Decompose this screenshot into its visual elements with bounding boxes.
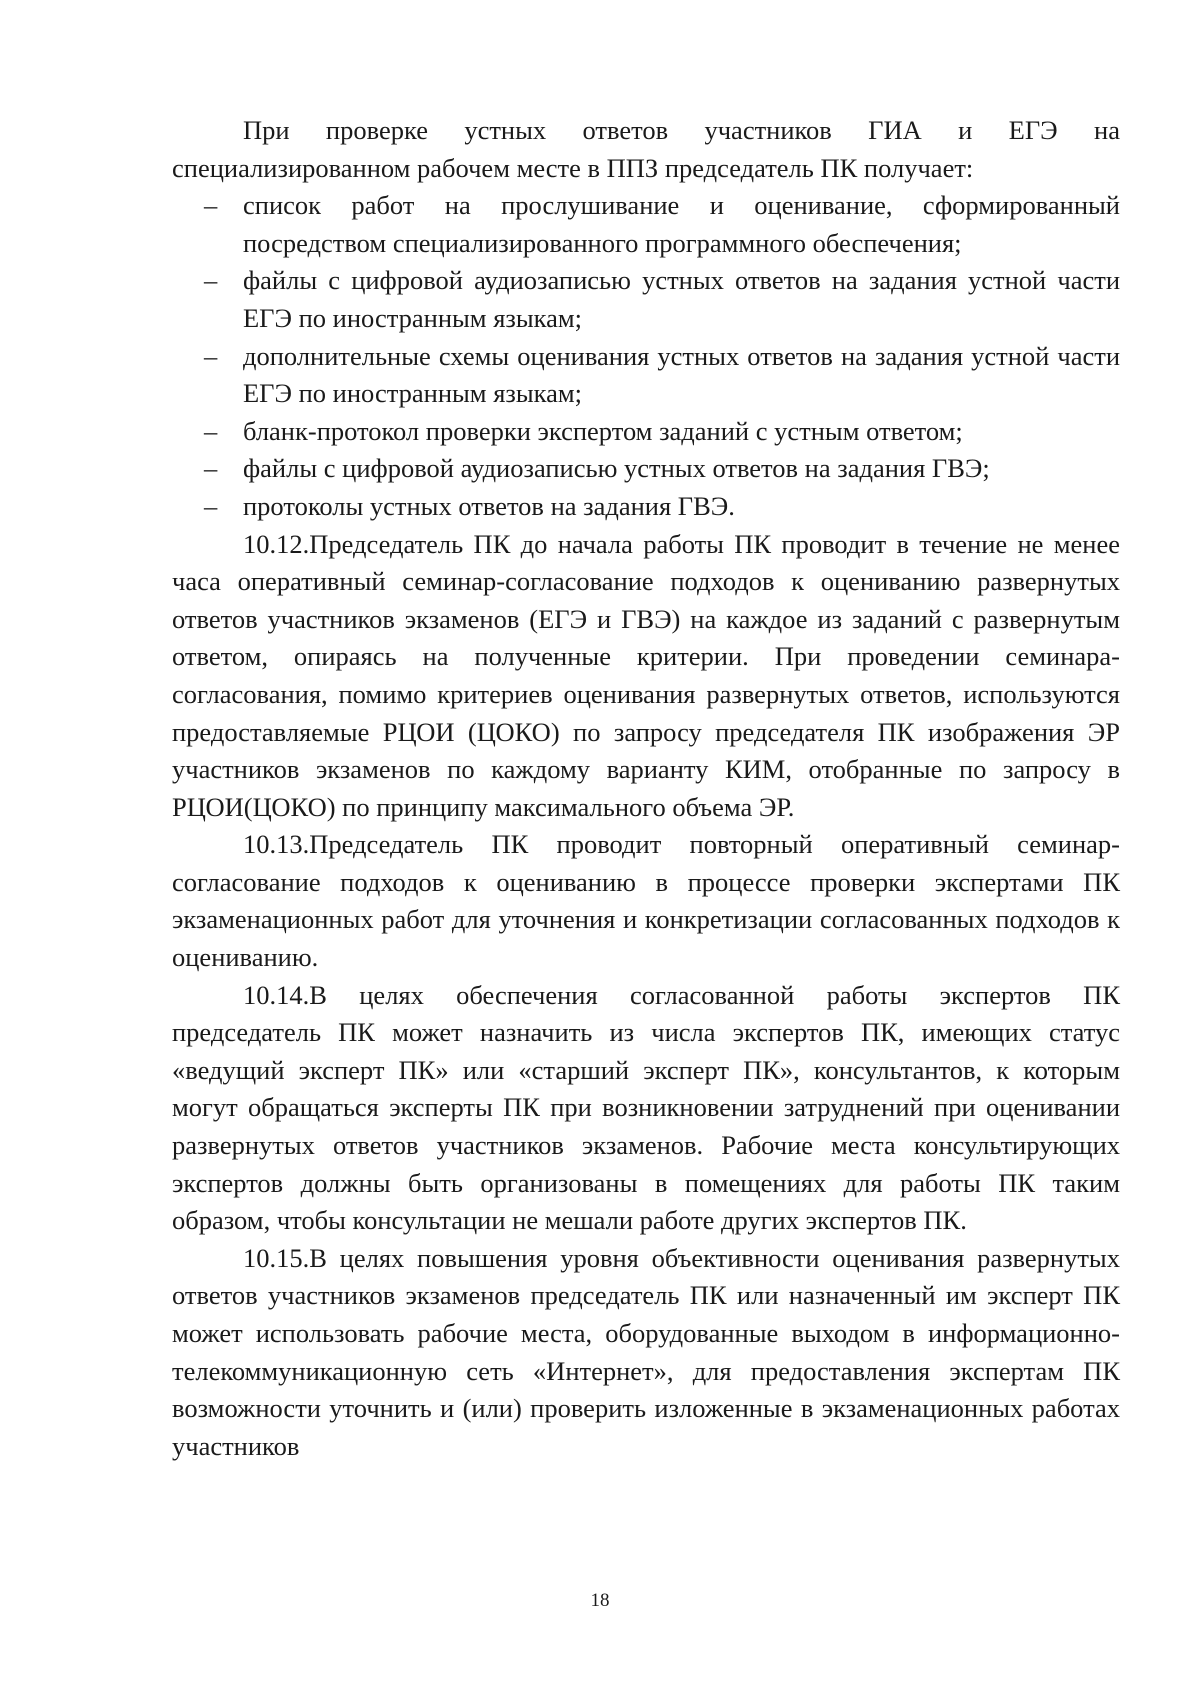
- clause-10-13: 10.13.Председатель ПК проводит повторный оперативный семинар-согласование подходов к оцениванию в процессе проверки экспертами ПК экзаменационных работ для уточнения и конкретизации согласованных подходов к оцениванию.: [172, 829, 1120, 973]
- list-item-text: файлы с цифровой аудиозаписью устных ответов на задания устной части ЕГЭ по иностранным языкам;: [243, 265, 1120, 333]
- received-items-list: [172, 187, 1120, 525]
- list-item-text: дополнительные схемы оценивания устных ответов на задания устной части ЕГЭ по иностранным языкам;: [243, 340, 1120, 409]
- list-item: [172, 187, 1120, 262]
- page-number: 18: [590, 1590, 610, 1611]
- dash-marker: –: [204, 453, 218, 484]
- dash-marker: –: [204, 190, 218, 221]
- list-item: [172, 338, 1120, 413]
- list-item-text: файлы с цифровой аудиозаписью устных ответов на задания ГВЭ;: [243, 453, 990, 484]
- list-item-text: протоколы устных ответов на задания ГВЭ.: [243, 490, 735, 521]
- list-item: [172, 450, 1120, 488]
- list-item: [172, 488, 1120, 526]
- list-item: [172, 413, 1120, 451]
- list-item-text: бланк-протокол проверки экспертом заданий с устным ответом;: [243, 415, 963, 446]
- list-item-text: список работ на прослушивание и оценивание, сформированный посредством специализированного программного обеспечения;: [243, 190, 1120, 258]
- clause-10-12: 10.12.Председатель ПК до начала работы ПК проводит в течение не менее часа оперативный семинар-согласование подходов к оцениванию развернутых ответов участников экзаменов (ЕГЭ и ГВЭ) на каждое из заданий с развернутым ответом, опираясь на полученные критерии. При проведении семинара-согласования, помимо критериев оценивания развернутых ответов, используются предоставляемые РЦОИ (ЦОКО) по запросу председателя ПК изображения ЭР участников экзаменов по каждому варианту КИМ, отобранные по запросу в РЦОИ(ЦОКО) по принципу максимального объема ЭР.: [172, 528, 1120, 822]
- page-content: [172, 112, 1120, 1465]
- list-item: [172, 262, 1120, 337]
- dash-marker: –: [204, 415, 218, 446]
- intro-paragraph: При проверке устных ответов участников ГИА и ЕГЭ на специализированном рабочем месте в ППЗ председатель ПК получает:: [172, 115, 1120, 183]
- dash-marker: –: [204, 265, 218, 296]
- dash-marker: –: [204, 340, 218, 371]
- dash-marker: –: [204, 490, 218, 521]
- clause-10-15: 10.15.В целях повышения уровня объективности оценивания развернутых ответов участников экзаменов председатель ПК или назначенный им эксперт ПК может использовать рабочие места, оборудованные выходом в информационно-телекоммуникационную сеть «Интернет», для предоставления экспертам ПК возможности уточнить и (или) проверить изложенные в экзаменационных работах участников: [172, 1242, 1120, 1461]
- clause-10-14: 10.14.В целях обеспечения согласованной работы экспертов ПК председатель ПК может назначить из числа экспертов ПК, имеющих статус «ведущий эксперт ПК» или «старший эксперт ПК», консультантов, к которым могут обращаться эксперты ПК при возникновении затруднений при оценивании развернутых ответов участников экзаменов. Рабочие места консультирующих экспертов должны быть организованы в помещениях для работы ПК таким образом, чтобы консультации не мешали работе других экспертов ПК.: [172, 979, 1120, 1236]
